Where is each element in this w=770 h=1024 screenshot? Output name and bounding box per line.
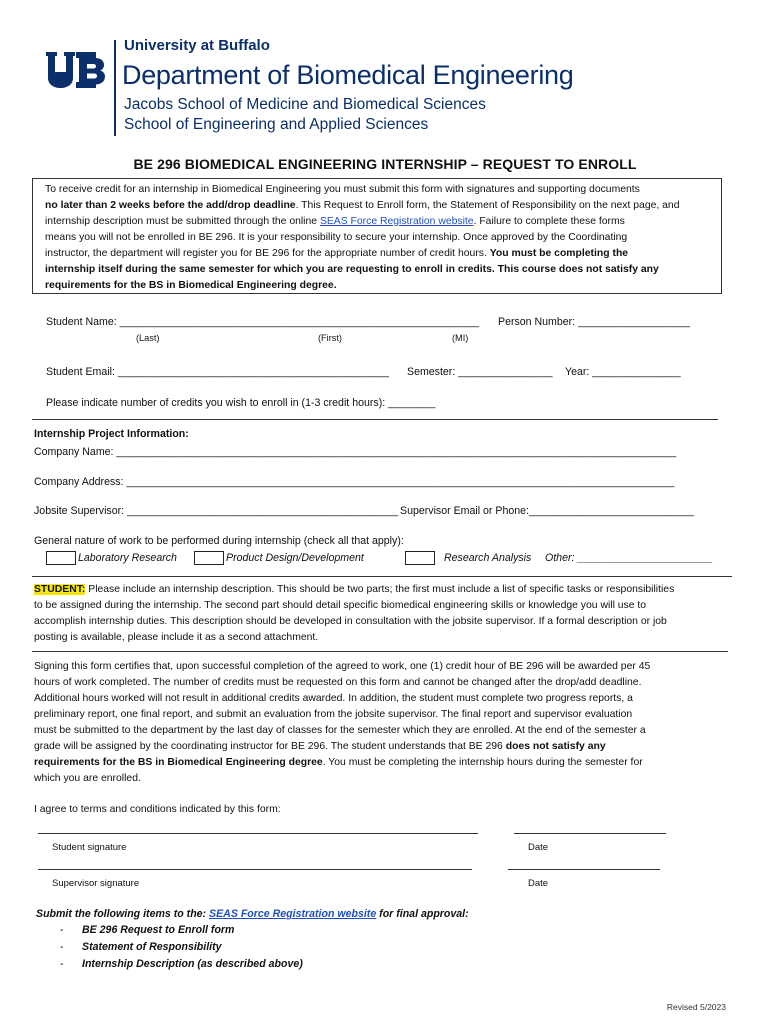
terms-line-2: hours of work completed. The number of credits must be requested on this form and cannot be changed after the drop/add deadline. — [34, 677, 642, 688]
last-name-caption: (Last) — [136, 333, 160, 343]
submit-item-2: Statement of Responsibility — [82, 941, 222, 953]
person-number-field[interactable]: Person Number: ___________________ — [498, 316, 691, 328]
terms-line-5: must be submitted to the department by the last day of classes for the semester which they are enrolled. At the end of the semester a — [34, 725, 646, 736]
intro-line-5-bold: You must be completing the — [489, 248, 629, 259]
project-heading: Internship Project Information: — [34, 428, 189, 440]
terms-line-6-pre: grade will be assigned by the coordinating instructor for BE 296. The student understands that BE 296 — [34, 741, 506, 752]
intro-line-4: means you will not be enrolled in BE 296. It is your responsibility to secure your internship. Once approved by the Coordinating — [45, 232, 628, 243]
date-label-2: Date — [528, 878, 549, 889]
student-signature-label: Student signature — [52, 842, 127, 853]
section-rule-1 — [32, 419, 718, 420]
other-field[interactable]: Other: _______________________ — [545, 552, 713, 564]
submit-heading-post: for final approval: — [376, 908, 469, 920]
submit-bullet-3: - — [60, 958, 64, 970]
seas-registration-link-2[interactable]: SEAS Force Registration website — [209, 908, 377, 920]
terms-line-7-rest: . You must be completing the internship hours during the semester for — [322, 757, 643, 768]
intro-line-5 — [45, 248, 628, 259]
deadline-text: no later than 2 weeks before the add/drop deadline — [45, 200, 296, 211]
terms-line-4: preliminary report, one final report, and submit an evaluation from the jobsite supervisor. The final report and supervisor evaluation — [34, 709, 633, 720]
product-design-checkbox[interactable] — [194, 551, 224, 565]
ub-logo-icon — [46, 52, 106, 88]
section-rule-3 — [32, 651, 728, 652]
research-analysis-label: Research Analysis — [444, 552, 532, 564]
year-field[interactable]: Year: _______________ — [565, 366, 681, 378]
revision-date: Revised 5/2023 — [666, 1002, 726, 1012]
section-rule-2 — [32, 576, 732, 577]
submit-bullet-2: - — [60, 941, 64, 953]
supervisor-signature-line[interactable] — [38, 869, 472, 870]
intro-line-6: internship itself during the same semester for which you are requesting to enroll in credits. This course does not satisfy any — [45, 264, 659, 275]
terms-line-6 — [34, 741, 606, 752]
agree-statement: I agree to terms and conditions indicated by this form: — [34, 804, 281, 815]
laboratory-research-label: Laboratory Research — [78, 552, 177, 564]
first-name-caption: (First) — [318, 333, 342, 343]
submit-heading — [36, 908, 469, 920]
intro-box — [32, 178, 722, 294]
school-name-1: Jacobs School of Medicine and Biomedical Sciences — [124, 96, 486, 113]
terms-line-8: which you are enrolled. — [34, 773, 141, 784]
terms-line-7-bold: requirements for the BS in Biomedical Engineering degree — [34, 757, 323, 768]
department-name: Department of Biomedical Engineering — [122, 60, 574, 90]
terms-line-1: Signing this form certifies that, upon successful completion of the agreed to work, one (1) credit hour of BE 296 will be awarded per 45 — [34, 661, 651, 672]
student-note-line-1 — [34, 584, 674, 595]
student-note-line-3: accomplish internship duties. This description should be developed in consultation with the jobsite supervisor. If a formal description or job — [34, 616, 667, 627]
intro-line-3 — [45, 216, 625, 227]
supervisor-contact-field[interactable]: Supervisor Email or Phone:____________________________ — [400, 505, 694, 517]
header-divider — [114, 40, 116, 136]
jobsite-supervisor-field[interactable]: Jobsite Supervisor: ______________________________________________ — [34, 505, 399, 517]
intro-line-3-post: . Failure to complete these forms — [473, 216, 625, 227]
company-name-field[interactable]: Company Name: _______________________________________________________________________________________________ — [34, 446, 677, 458]
submit-item-1: BE 296 Request to Enroll form — [82, 924, 235, 936]
student-email-field[interactable]: Student Email: ______________________________________________ — [46, 366, 389, 378]
date-line-2[interactable] — [508, 869, 660, 870]
student-note-line-4: posting is available, please include it as a second attachment. — [34, 632, 319, 643]
date-label-1: Date — [528, 842, 549, 853]
intro-line-3-pre: internship description must be submitted through the online — [45, 216, 320, 227]
supervisor-signature-label: Supervisor signature — [52, 878, 140, 889]
date-line-1[interactable] — [514, 833, 666, 834]
intro-line-2 — [45, 200, 680, 211]
submit-bullet-1: - — [60, 924, 64, 936]
terms-line-7 — [34, 757, 643, 768]
submit-item-3: Internship Description (as described above) — [82, 958, 303, 970]
form-title: BE 296 BIOMEDICAL ENGINEERING INTERNSHIP – REQUEST TO ENROLL — [133, 156, 637, 172]
submit-heading-pre: Submit the following items to the: — [36, 908, 210, 920]
student-name-field[interactable]: Student Name: _____________________________________________________________ — [46, 316, 480, 328]
seas-registration-link[interactable]: SEAS Force Registration website — [319, 216, 474, 227]
terms-line-6-bold: does not satisfy any — [505, 741, 606, 752]
intro-line-7: requirements for the BS in Biomedical Engineering degree. — [45, 280, 337, 291]
intro-line-5-pre: instructor, the department will register you for BE 296 for the appropriate number of credit hours. — [45, 248, 490, 259]
university-name: University at Buffalo — [124, 37, 270, 54]
credits-field[interactable]: Please indicate number of credits you wish to enroll in (1-3 credit hours): ________ — [46, 397, 436, 409]
school-name-2: School of Engineering and Applied Sciences — [124, 116, 429, 133]
terms-line-3: Additional hours worked will not result in additional credits awarded. In addition, the student must complete two progress reports, a — [34, 693, 633, 704]
product-design-label: Product Design/Development — [226, 552, 364, 564]
intro-line-1: To receive credit for an internship in Biomedical Engineering you must submit this form with signatures and supporting documents — [45, 184, 640, 195]
student-tag: STUDENT: — [34, 584, 86, 595]
research-analysis-checkbox[interactable] — [405, 551, 435, 565]
intro-line-2-rest: . This Request to Enroll form, the Statement of Responsibility on the next page, and — [295, 200, 680, 211]
semester-field[interactable]: Semester: ________________ — [407, 366, 553, 378]
student-note-line-1-text: Please include an internship description. This should be two parts; the first must include a list of specific tasks or responsibilities — [85, 584, 675, 595]
company-address-field[interactable]: Company Address: _____________________________________________________________________________________________ — [34, 476, 675, 488]
middle-initial-caption: (MI) — [452, 333, 469, 343]
student-note-line-2: to be assigned during the internship. The second part should detail specific biomedical engineering skills or knowledge you will use to — [34, 600, 647, 611]
laboratory-research-checkbox[interactable] — [46, 551, 76, 565]
work-nature-label: General nature of work to be performed during internship (check all that apply): — [34, 535, 404, 547]
student-signature-line[interactable] — [38, 833, 478, 834]
